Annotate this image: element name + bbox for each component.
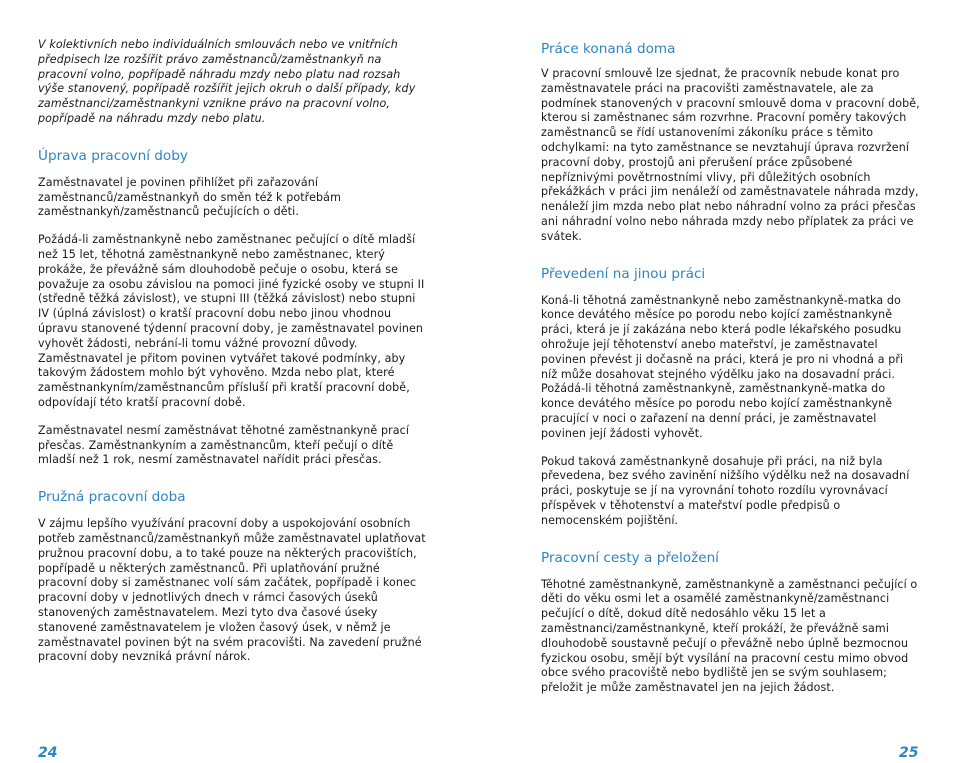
- paragraph: Koná-li těhotná zaměstnankyně nebo zaměstnankyně-matka do konce devátého měsíce po porodu nebo kojící zaměstnankyně práci, která je jí zakázána nebo která podle lékařského posudku ohrožuje její těhotenství anebo mateřství, je zaměstnavatel povinen převést ji dočasně na práci, která je pro ni vhodná a při níž může dosahovat stejného výdělku jako na dosavadní práci. Požádá-li těhotná zaměstnankyně, zaměstnankyně-matka do konce devátého měsíce po porodu nebo kojící zaměstnankyně pracující v noci o zařazení na denní práci, je zaměstnavatel povinen její žádosti vyhovět.: [541, 293, 904, 440]
- paragraph: V zájmu lepšího využívání pracovní doby a uspokojování osobních potřeb zaměstnanců/zaměstnankyň může zaměstnavatel uplatňovat pružnou pracovní dobu, a to také pouze na některých pracovištích, popřípadě u některých zaměstnanců. Při uplatňování pružné pracovní doby si zaměstnanec volí sám začátek, popřípadě i konec pracovní doby v jednotlivých dnech v rámci časových úseků stanovených zaměstnavatelem. Mezi tyto dva časové úseky stanovené zaměstnavatelem je vložen časový úsek, v němž je zaměstnavatel povinen být na svém pracovišti. Na zavedení pružné pracovní doby nevzniká právní nárok.: [38, 517, 426, 664]
- paragraph: Pokud taková zaměstnankyně dosahuje při práci, na niž byla převedena, bez svého zavinění nižšího výdělku než na dosavadní práci, poskytuje se jí na vyrovnání tohoto rozdílu vyrovnávací příspěvek v těhotenství a mateřství podle předpisů o nemocenském pojištění.: [541, 454, 910, 527]
- paragraph: Požádá-li zaměstnankyně nebo zaměstnanec pečující o dítě mladší než 15 let, těhotná zaměstnankyně nebo zaměstnanec, který prokáže, že převážně sám dlouhodobě pečuje o osobu, která se považuje za osobu závislou na pomoci jiné fyzické osoby ve stupni II (středně těžká závislost), ve stupni III (těžká závislost) nebo stupni IV (úplná závislost) o kratší pracovní dobu nebo jinou vhodnou úpravu stanovené týdenní pracovní doby, je zaměstnavatel povinen vyhovět žádosti, nebrání-li tomu vážné provozní důvody. Zaměstnavatel je přitom povinen vytvářet takové podmínky, aby takovým žádostem mohlo být vyhověno. Mzda nebo plat, které zaměstnankyním/zaměstnancům přísluší při kratší pracovní době, odpovídají této kratší pracovní době.: [38, 233, 425, 409]
- page-number-left: 24: [38, 745, 58, 761]
- paragraph: Zaměstnavatel nesmí zaměstnávat těhotné zaměstnankyně prací přesčas. Zaměstnankyním a zaměstnancům, kteří pečují o dítě mladší než 1 rok, nesmí zaměstnavatel nařídit práci přesčas.: [38, 423, 410, 467]
- heading-uprava-pracovni-doby: Úprava pracovní doby: [38, 147, 188, 164]
- right-page-column: [541, 40, 921, 709]
- paragraph: Zaměstnavatel je povinen přihlížet při zařazování zaměstnanců/zaměstnankyň do směn též k potřebám zaměstnankyň/zaměstnanců pečujících o děti.: [38, 175, 341, 219]
- paragraph: Těhotné zaměstnankyně, zaměstnankyně a zaměstnanci pečující o děti do věku osmi let a osamělé zaměstnankyně/zaměstnanci pečující o dítě, dokud dítě nedosáhlo věku 15 let a zaměstnanci/zaměstnankyně, kteří prokáží, že převážně sami dlouhodobě soustavně pečují o převážně nebo úplně bezmocnou fyzickou osobu, smějí být vysílání na pracovní cestu mimo obvod obce svého pracoviště nebo bydliště jen se svým souhlasem; přeložit je může zaměstnavatel jen na jejich žádost.: [541, 577, 918, 695]
- heading-pracovni-cesty-a-prelozeni: Pracovní cesty a přeložení: [541, 549, 719, 566]
- intro-paragraph: V kolektivních nebo individuálních smlouvách nebo ve vnitřních předpisech lze rozšířit právo zaměstnanců/zaměstnankyň na pracovní volno, popřípadě náhradu mzdy nebo platu nad rozsah výše stanovený, popřípadě rozšířit jejich okruh o další případy, kdy zaměstnanci/zaměstnankyni vznikne právo na pracovní volno, popřípadě na náhradu mzdy nebo platu.: [38, 38, 416, 125]
- heading-pruzna-pracovni-doba: Pružná pracovní doba: [38, 489, 186, 506]
- paragraph: V pracovní smlouvě lze sjednat, že pracovník nebude konat pro zaměstnavatele práci na pracovišti zaměstnavatele, ale za podmínek stanovených v pracovní smlouvě doma v pracovní době, kterou si zaměstnanec sám rozvrhne. Pracovní poměry takových zaměstnanců se řídí ustanoveními zákoníku práce s těmito odchylkami: na tyto zaměstnance se nevztahují úprava rozvržení pracovní doby, prostojů ani přerušení práce způsobené nepříznivými povětrnostními vlivy, při důležitých osobních překážkách v práci jim nenáleží od zaměstnavatele náhrada mzdy, nenáleží jim mzda nebo plat nebo náhradní volno za práci přesčas ani náhradní volno nebo náhrada mzdy nebo příplatek za práci ve svátek.: [541, 67, 920, 243]
- left-page-column: [38, 38, 430, 678]
- heading-prace-konana-doma: Práce konaná doma: [541, 41, 676, 57]
- heading-prevedeni-na-jinou-praci: Převedení na jinou práci: [541, 265, 706, 282]
- page-number-right: 25: [899, 745, 919, 761]
